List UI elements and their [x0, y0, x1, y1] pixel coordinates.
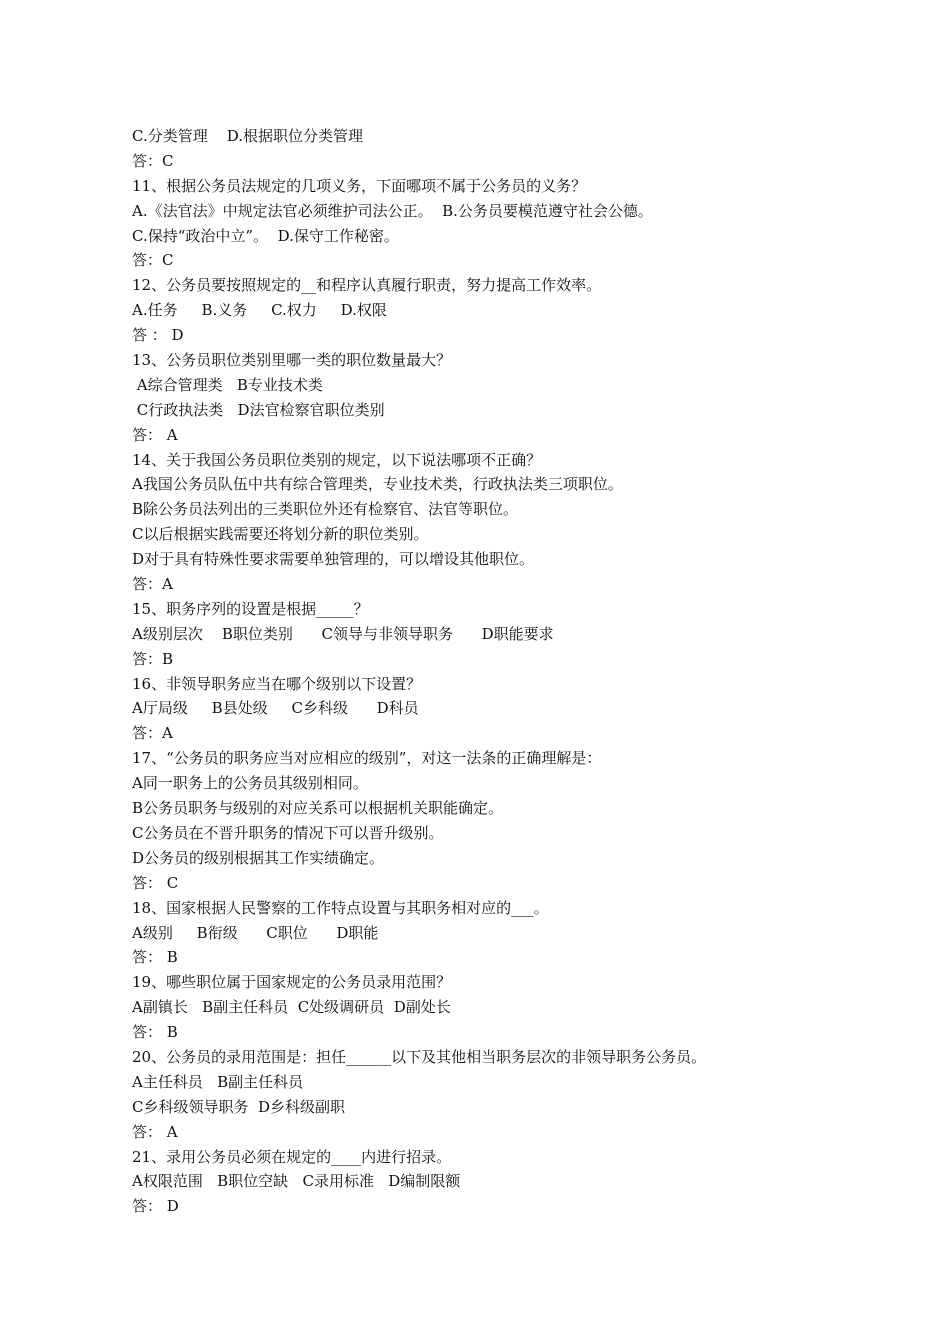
text-line: 答： A — [132, 1122, 178, 1141]
text-line: 11、根据公务员法规定的几项义务，下面哪项不属于公务员的义务？ — [132, 176, 587, 195]
text-line: C.保持“政治中立”。 D.保守工作秘密。 — [132, 226, 399, 245]
text-line: C以后根据实践需要还将划分新的职位类别。 — [132, 525, 429, 544]
text-line: 20、公务员的录用范围是：担任______以下及其他相当职务层次的非领导职务公务员。 — [132, 1047, 707, 1066]
text-line: 12、公务员要按照规定的__和程序认真履行职责，努力提高工作效率。 — [132, 276, 602, 295]
text-line: A主任科员 B副主任科员 — [132, 1072, 304, 1091]
text-line: A.《法官法》中规定法官必须维护司法公正。 B.公务员要模范遵守社会公德。 — [132, 201, 653, 220]
text-line: C行政执法类 D法官检察官职位类别 — [132, 400, 385, 419]
text-line: 13、公务员职位类别里哪一类的职位数量最大？ — [132, 351, 452, 370]
text-line: A我国公务员队伍中共有综合管理类，专业技术类，行政执法类三项职位。 — [132, 475, 623, 494]
text-line: D公务员的级别根据其工作实绩确定。 — [132, 848, 385, 867]
text-line: 答：B — [132, 649, 174, 668]
text-line: A副镇长 B副主任科员 C处级调研员 D副处长 — [132, 998, 451, 1017]
text-line: C乡科级领导职务 D乡科级副职 — [132, 1097, 346, 1116]
text-line: 答：A — [132, 575, 173, 594]
document-page — [132, 124, 832, 1219]
text-line: 21、录用公务员必须在规定的____内进行招录。 — [132, 1147, 452, 1166]
text-line: 答：C — [132, 251, 174, 270]
text-line: A级别层次 B职位类别 C领导与非领导职务 D职能要求 — [132, 624, 554, 643]
text-line: A厅局级 B县处级 C乡科级 D科员 — [132, 699, 419, 718]
text-line: 14、关于我国公务员职位类别的规定，以下说法哪项不正确？ — [132, 450, 542, 469]
text-line: A级别 B衔级 C职位 D职能 — [132, 923, 379, 942]
text-line: C.分类管理 D.根据职位分类管理 — [132, 127, 364, 145]
text-line: 答： C — [132, 873, 179, 892]
text-line: 16、非领导职务应当在哪个级别以下设置？ — [132, 674, 422, 693]
text-line: 18、国家根据人民警察的工作特点设置与其职务相对应的___。 — [132, 898, 549, 917]
text-line: 19、哪些职位属于国家规定的公务员录用范围？ — [132, 973, 452, 992]
text-line: D对于具有特殊性要求需要单独管理的，可以增设其他职位。 — [132, 550, 535, 569]
text-line: C公务员在不晋升职务的情况下可以晋升级别。 — [132, 823, 444, 842]
text-line: 15、职务序列的设置是根据_____？ — [132, 599, 369, 618]
text-line: 答： D — [132, 1197, 179, 1216]
text-line: A.任务 B.义务 C.权力 D.权限 — [132, 301, 387, 320]
text-line: A综合管理类 B专业技术类 — [132, 375, 323, 394]
text-line: 答 ： D — [132, 326, 184, 345]
text-line: 答：C — [132, 151, 174, 170]
text-line: 答： B — [132, 948, 178, 967]
text-line: B除公务员法列出的三类职位外还有检察官、法官等职位。 — [132, 500, 519, 519]
text-line: A同一职务上的公务员其级别相同。 — [132, 774, 368, 793]
text-line: 17、“公务员的职务应当对应相应的级别”，对这一法条的正确理解是： — [132, 749, 602, 768]
text-line: 答： A — [132, 425, 178, 444]
text-line: 答：A — [132, 724, 173, 743]
text-line: 答： B — [132, 1023, 178, 1042]
text-line: A权限范围 B职位空缺 C录用标准 D编制限额 — [132, 1172, 461, 1191]
text-line: B公务员职务与级别的对应关系可以根据机关职能确定。 — [132, 799, 504, 818]
